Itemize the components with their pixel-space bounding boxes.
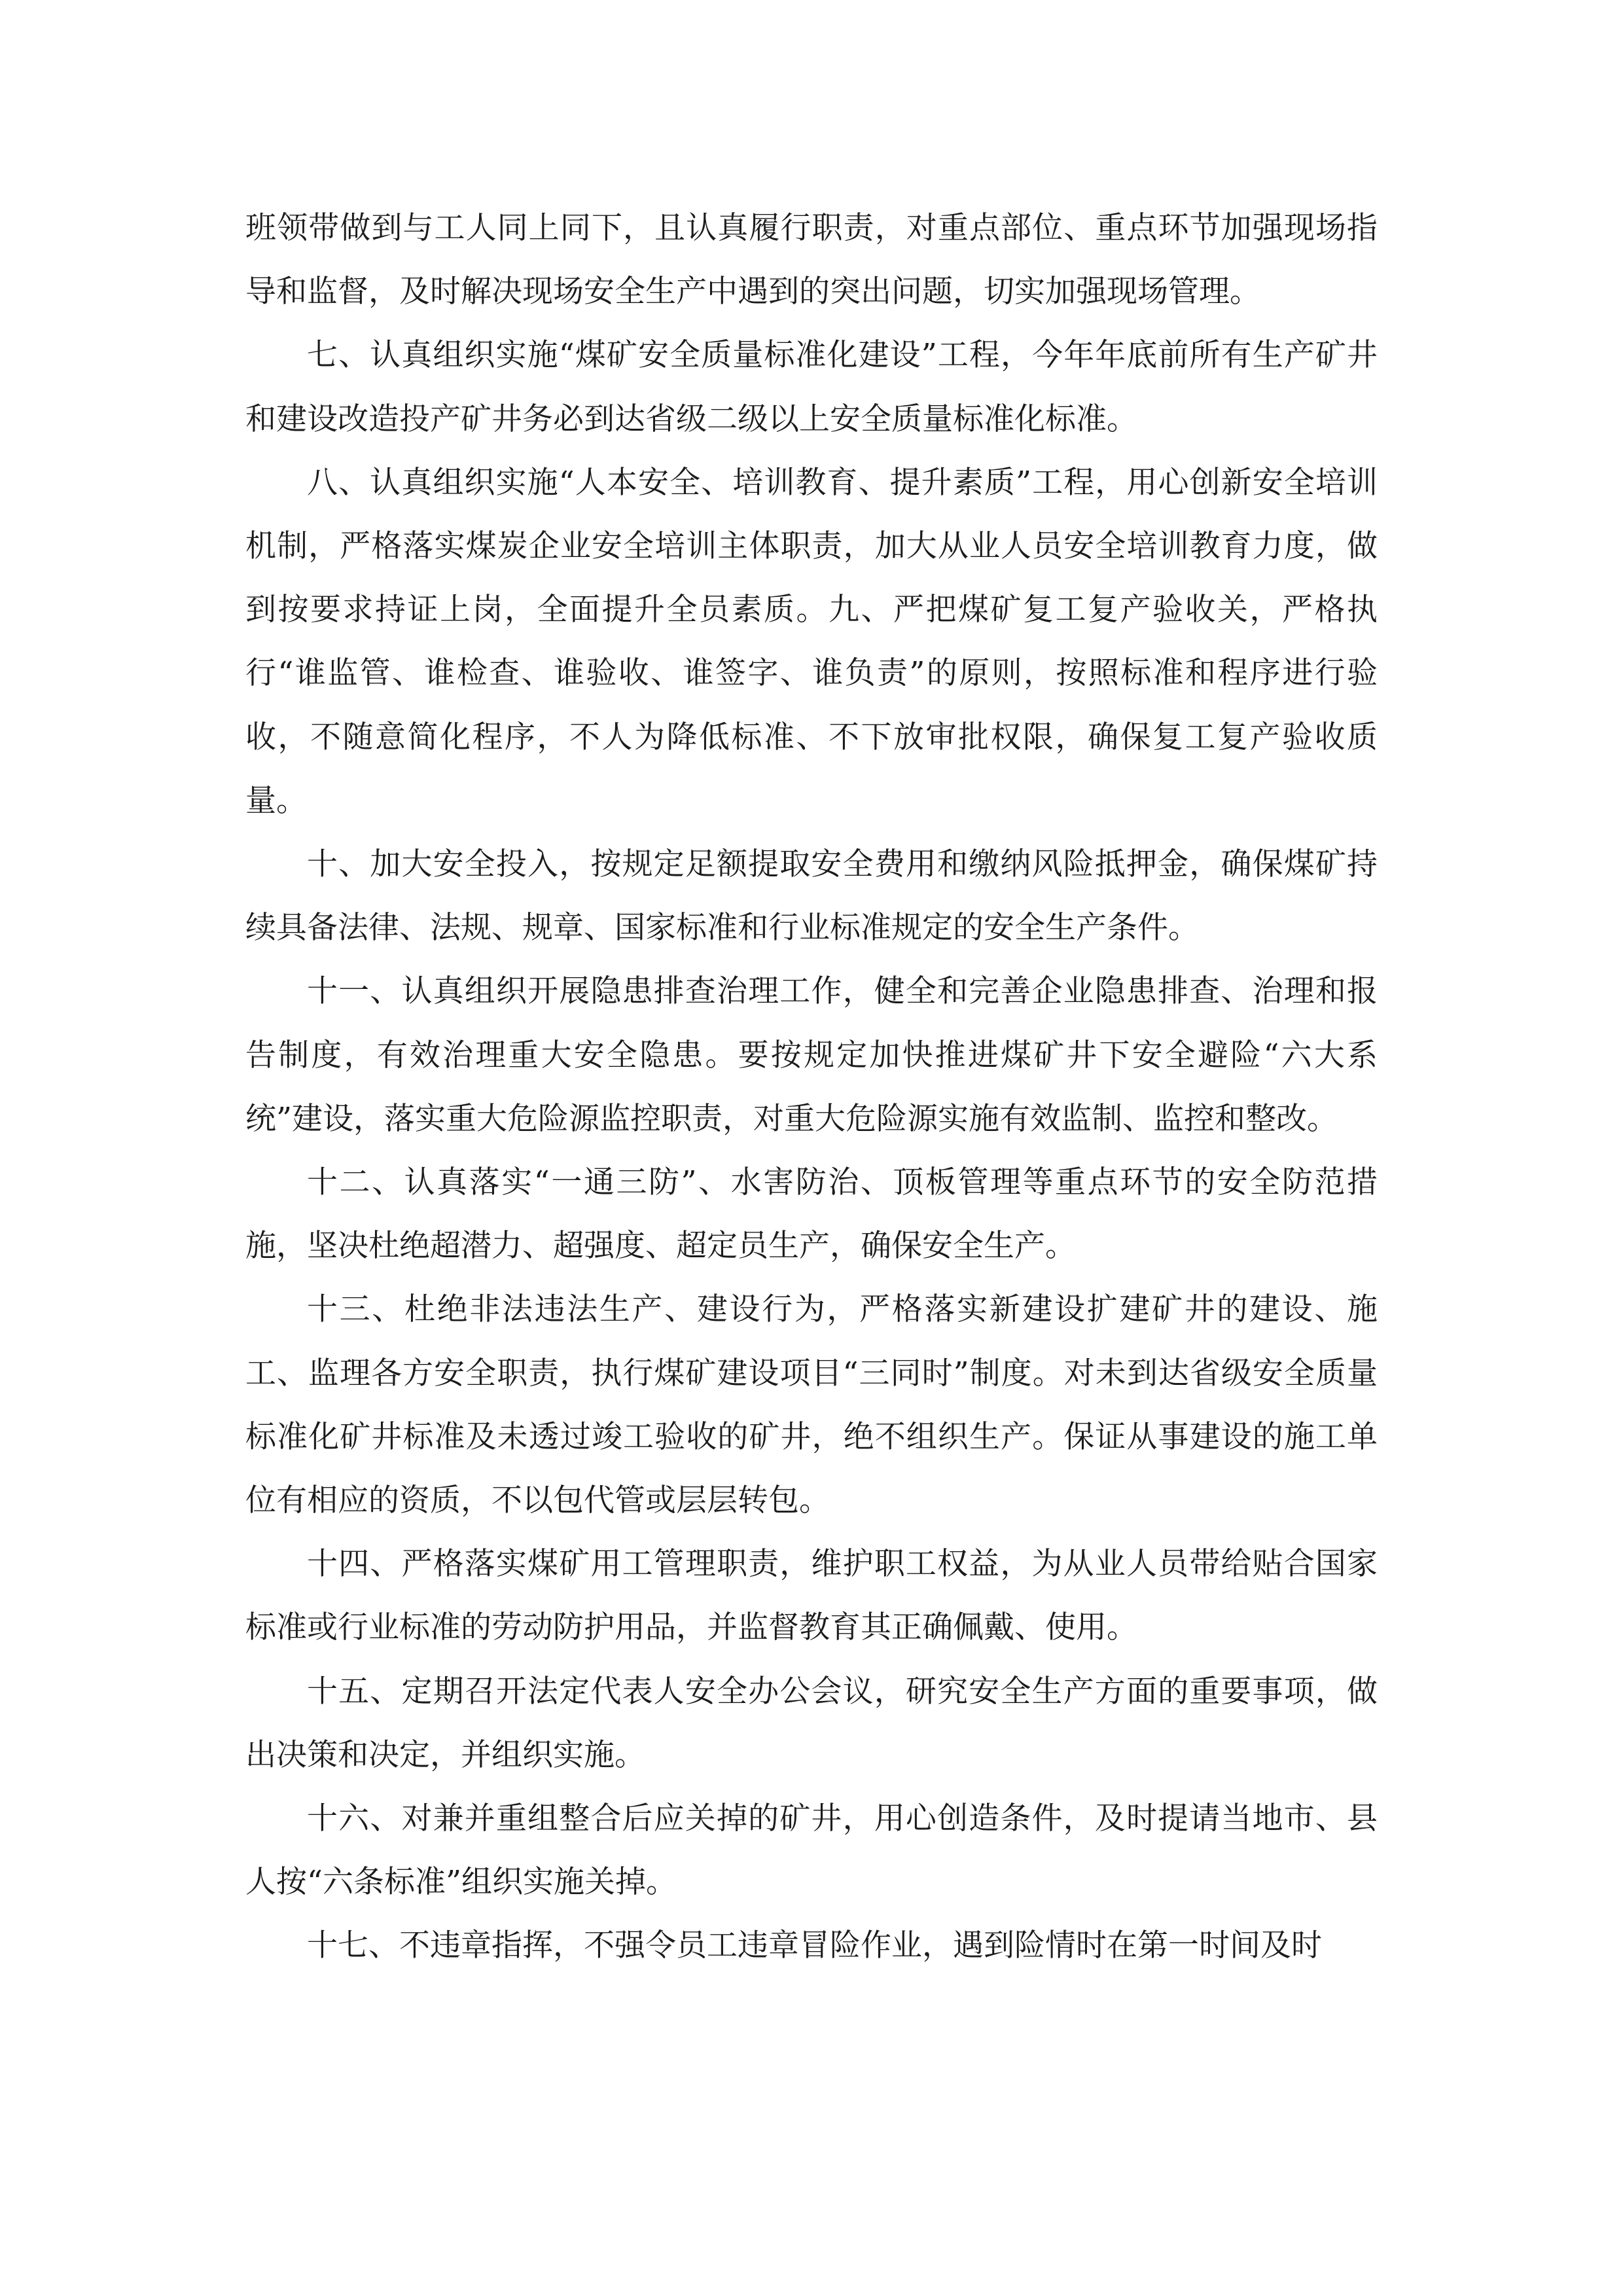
paragraph-item-13: 十三、杜绝非法违法生产、建设行为，严格落实新建设扩建矿井的建设、施工、监理各方安全职责，执行煤矿建设项目“三同时”制度。对未到达省级安全质量标准化矿井标准及未透过竣工验收的矿井，绝不组织生产。保证从事建设的施工单位有相应的资质，不以包代管或层层转包。 bbox=[245, 1291, 1378, 1519]
paragraph-continuation: 班领带做到与工人同上同下，且认真履行职责，对重点部位、重点环节加强现场指导和监督，及时解决现场安全生产中遇到的突出问题，切实加强现场管理。 bbox=[245, 210, 1378, 310]
paragraph-item-11: 十一、认真组织开展隐患排查治理工作，健全和完善企业隐患排查、治理和报告制度，有效治理重大安全隐患。要按规定加快推进煤矿井下安全避险“六大系统”建设，落实重大危险源监控职责，对重大危险源实施有效监制、监控和整改。 bbox=[245, 973, 1378, 1137]
paragraph-item-15: 十五、定期召开法定代表人安全办公会议，研究安全生产方面的重要事项，做出决策和决定，并组织实施。 bbox=[245, 1673, 1378, 1773]
document-body bbox=[245, 196, 1378, 1978]
paragraph-item-16: 十六、对兼并重组整合后应关掉的矿井，用心创造条件，及时提请当地市、县人按“六条标准”组织实施关掉。 bbox=[245, 1801, 1378, 1901]
paragraph-item-8-9: 八、认真组织实施“人本安全、培训教育、提升素质”工程，用心创新安全培训机制，严格落实煤炭企业安全培训主体职责，加大从业人员安全培训教育力度，做到按要求持证上岗，全面提升全员素质。九、严把煤矿复工复产验收关，严格执行“谁监管、谁检查、谁验收、谁签字、谁负责”的原则，按照标准和程序进行验收，不随意简化程序，不人为降低标准、不下放审批权限，确保复工复产验收质量。 bbox=[245, 464, 1378, 819]
paragraph-item-10: 十、加大安全投入，按规定足额提取安全费用和缴纳风险抵押金，确保煤矿持续具备法律、法规、规章、国家标准和行业标准规定的安全生产条件。 bbox=[245, 846, 1378, 946]
paragraph-item-12: 十二、认真落实“一通三防”、水害防治、顶板管理等重点环节的安全防范措施，坚决杜绝超潜力、超强度、超定员生产，确保安全生产。 bbox=[245, 1164, 1378, 1265]
paragraph-item-17: 十七、不违章指挥，不强令员工违章冒险作业，遇到险情时在第一时间及时 bbox=[307, 1928, 1322, 1964]
paragraph-item-14: 十四、严格落实煤矿用工管理职责，维护职工权益，为从业人员带给贴合国家标准或行业标准的劳动防护用品，并监督教育其正确佩戴、使用。 bbox=[245, 1546, 1378, 1646]
paragraph-item-7: 七、认真组织实施“煤矿安全质量标准化建设”工程，今年年底前所有生产矿井和建设改造投产矿井务必到达省级二级以上安全质量标准化标准。 bbox=[245, 337, 1378, 437]
